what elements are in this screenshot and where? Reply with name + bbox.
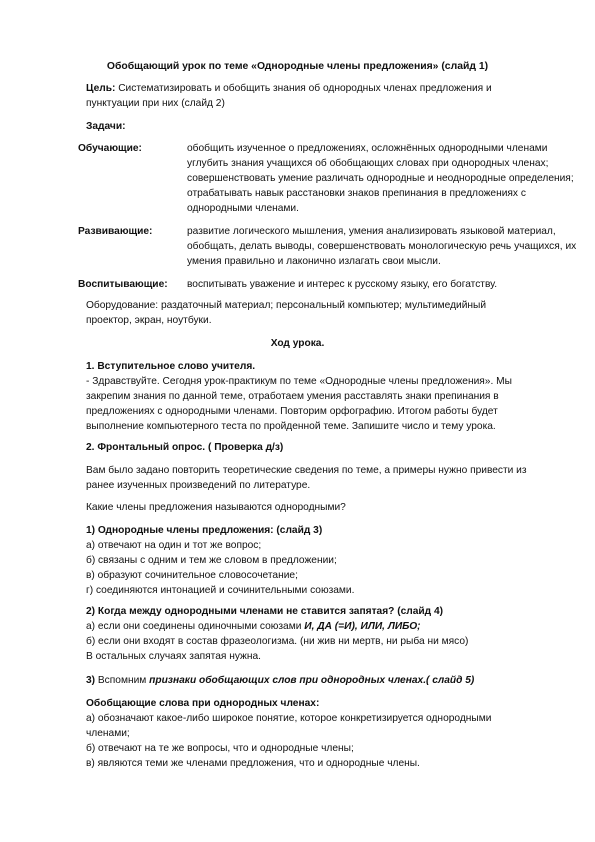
section-4 [86, 604, 526, 664]
educating-label: Воспитывающие: [78, 279, 168, 290]
equipment-paragraph [86, 298, 526, 328]
section-3-line: б) связаны с одним и тем же словом в предложении; [86, 555, 337, 566]
section-4-a-emphasis: И, ДА (=И), ИЛИ, ЛИБО; [304, 621, 421, 632]
developing-line: умения правильно и лаконично излагать свои мысли. [187, 256, 441, 267]
section-2-line: ранее изученных произведений по литературе. [86, 480, 311, 491]
section-4-c: В остальных случаях запятая нужна. [86, 651, 261, 662]
section-6-line: членами; [86, 728, 130, 739]
section-2-paragraph [86, 463, 526, 493]
section-5-text: Вспомним [97, 675, 150, 686]
teaching-line: отрабатывать навык расстановки знаков препинания в предложениях с [187, 188, 526, 199]
developing-label: Развивающие: [78, 226, 153, 237]
section-5-number: 3) [86, 675, 98, 686]
teaching-list [187, 141, 587, 216]
section-3-line: в) образуют сочинительное словосочетание; [86, 570, 298, 581]
section-1 [86, 359, 526, 434]
teaching-line: однородными членами. [187, 203, 299, 214]
equipment-line: Оборудование: раздаточный материал; персональный компьютер; мультимедийный [86, 300, 487, 311]
goal-line-1: Систематизировать и обобщить знания об однородных членах предложения и [118, 83, 492, 94]
section-2-heading: 2. Фронтальный опрос. ( Проверка д/з) [86, 442, 284, 453]
teaching-label: Обучающие: [78, 143, 142, 154]
section-1-line: - Здравствуйте. Сегодня урок-практикум по теме «Однородные члены предложения». Мы [86, 376, 512, 387]
section-5 [86, 673, 526, 688]
teaching-line: углубить знания учащихся об обобщающих словах при однородных членах; [187, 158, 549, 169]
section-6-line: б) отвечают на те же вопросы, что и однородные члены; [86, 743, 354, 754]
page-title: Обобщающий урок по теме «Однородные члены предложения» (слайд 1) [106, 61, 489, 72]
developing-line: обобщать, делать выводы, совершенствовать монологическую речь учащихся, их [187, 241, 577, 252]
equipment-line: проектор, экран, ноутбуки. [86, 315, 212, 326]
section-3-line: а) отвечают на один и тот же вопрос; [86, 540, 262, 551]
section-6-line: а) обозначают какое-либо широкое понятие, которое конкретизируется однородными [86, 713, 492, 724]
educating-line: воспитывать уважение и интерес к русскому языку, его богатству. [187, 279, 498, 290]
section-4-a: а) если они соединены одиночными союзами [86, 621, 305, 632]
lesson-heading: Ход урока. [270, 338, 325, 349]
section-6 [86, 696, 526, 771]
section-4-heading: 2) Когда между однородными членами не ставится запятая? (слайд 4) [86, 606, 444, 617]
section-1-line: закрепим знания по данной теме, отработаем умения расставлять знаки препинания в [86, 391, 499, 402]
developing-line: развитие логического мышления, умения анализировать языковой материал, [187, 226, 556, 237]
section-2-line: Вам было задано повторить теоретические сведения по теме, а примеры нужно привести из [86, 465, 527, 476]
section-2-question: Какие члены предложения называются однородными? [86, 502, 346, 513]
section-1-heading: 1. Вступительное слово учителя. [86, 361, 256, 372]
educating-list [187, 277, 587, 292]
section-3-line: г) соединяются интонацией и сочинительными союзами. [86, 585, 355, 596]
goal-block [86, 81, 526, 111]
goal-line-2: пунктуации при них (слайд 2) [86, 98, 225, 109]
teaching-line: обобщить изученное о предложениях, осложнённых однородными членами [187, 143, 548, 154]
section-6-heading: Обобщающие слова при однородных членах: [86, 698, 320, 709]
developing-list [187, 224, 587, 269]
section-6-line: в) являются теми же членами предложения, что и однородные члены. [86, 758, 420, 769]
goal-label: Цель: [86, 83, 116, 94]
section-1-line: выполнение компьютерного теста по пройденной теме. Запишите число и тему урока. [86, 421, 496, 432]
section-5-emphasis: признаки обобщающих слов при однородных членах.( слайд 5) [149, 675, 475, 686]
section-1-line: предложениях с однородными членами. Повторим орфографию. Итогом работы будет [86, 406, 498, 417]
teaching-line: совершенствовать умение различать однородные и неоднородные определения; [187, 173, 574, 184]
section-4-b: б) если они входят в состав фразеологизма. (ни жив ни мертв, ни рыба ни мясо) [86, 636, 469, 647]
section-3 [86, 523, 526, 598]
section-3-heading: 1) Однородные члены предложения: (слайд 3) [86, 525, 323, 536]
tasks-label: Задачи: [86, 121, 126, 132]
